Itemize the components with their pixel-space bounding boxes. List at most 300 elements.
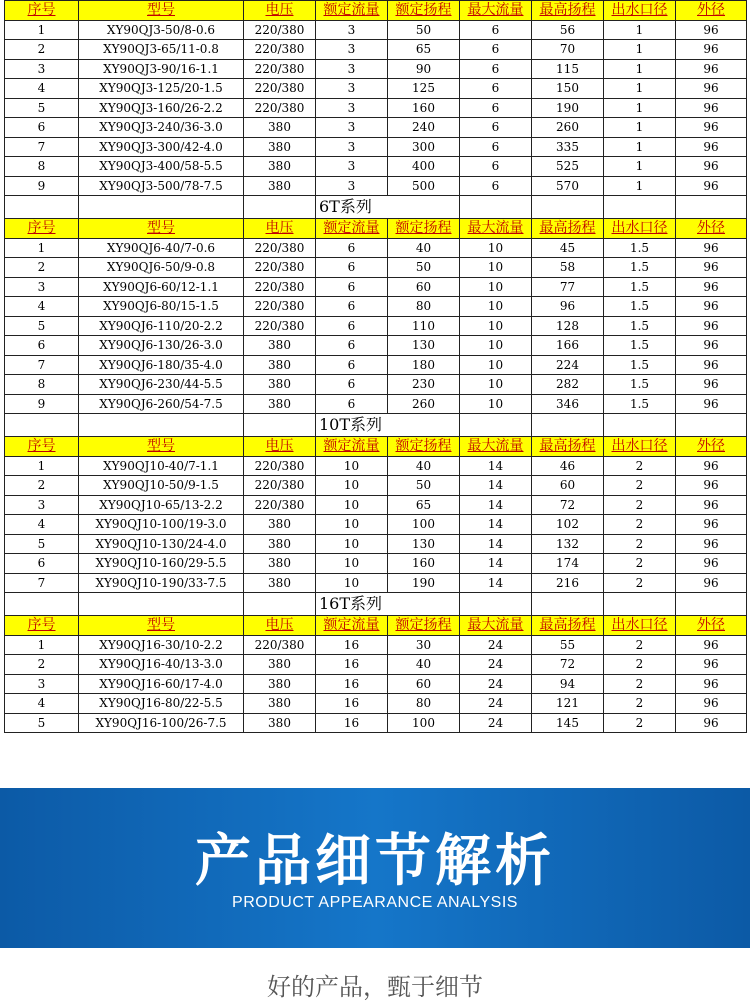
series-title-row — [5, 593, 747, 616]
empty-cell — [79, 414, 244, 437]
empty-cell — [5, 414, 79, 437]
cell-diameter: 96 — [676, 316, 747, 336]
series-title: 10T系列 — [316, 414, 460, 437]
cell-outlet: 1.5 — [604, 238, 676, 258]
cell-index: 5 — [5, 98, 79, 118]
col-header-rated-flow: 额定流量 — [316, 437, 388, 457]
cell-index: 8 — [5, 375, 79, 395]
cell-rated-head: 60 — [388, 277, 460, 297]
cell-max-head: 77 — [532, 277, 604, 297]
cell-max-flow: 14 — [460, 573, 532, 593]
cell-rated-head: 400 — [388, 157, 460, 177]
cell-voltage: 380 — [244, 515, 316, 535]
cell-max-head: 96 — [532, 297, 604, 317]
empty-cell — [460, 414, 532, 437]
cell-max-flow: 14 — [460, 515, 532, 535]
cell-model: XY90QJ6-230/44-5.5 — [79, 375, 244, 395]
table-row — [5, 59, 747, 79]
cell-max-head: 102 — [532, 515, 604, 535]
cell-index: 2 — [5, 476, 79, 496]
cell-model: XY90QJ3-500/78-7.5 — [79, 176, 244, 196]
series-title-row — [5, 414, 747, 437]
cell-outlet: 1.5 — [604, 394, 676, 414]
cell-voltage: 380 — [244, 674, 316, 694]
table-row — [5, 118, 747, 138]
cell-rated-head: 40 — [388, 238, 460, 258]
cell-outlet: 2 — [604, 635, 676, 655]
cell-rated-flow: 10 — [316, 573, 388, 593]
col-header-index: 序号 — [5, 616, 79, 636]
table-row — [5, 277, 747, 297]
cell-voltage: 380 — [244, 336, 316, 356]
cell-rated-head: 100 — [388, 713, 460, 733]
table-row — [5, 79, 747, 99]
cell-diameter: 96 — [676, 258, 747, 278]
table-row — [5, 137, 747, 157]
cell-index: 5 — [5, 713, 79, 733]
cell-rated-head: 260 — [388, 394, 460, 414]
cell-index: 3 — [5, 674, 79, 694]
cell-max-head: 570 — [532, 176, 604, 196]
cell-index: 7 — [5, 355, 79, 375]
col-header-outlet: 出水口径 — [604, 437, 676, 457]
cell-voltage: 380 — [244, 118, 316, 138]
cell-rated-head: 40 — [388, 655, 460, 675]
cell-rated-flow: 6 — [316, 394, 388, 414]
cell-voltage: 380 — [244, 394, 316, 414]
empty-cell — [79, 196, 244, 219]
col-header-rated-flow: 额定流量 — [316, 616, 388, 636]
table-row — [5, 375, 747, 395]
cell-max-head: 70 — [532, 40, 604, 60]
cell-index: 6 — [5, 118, 79, 138]
cell-rated-flow: 16 — [316, 674, 388, 694]
cell-model: XY90QJ10-130/24-4.0 — [79, 534, 244, 554]
col-header-index: 序号 — [5, 1, 79, 21]
cell-rated-head: 50 — [388, 258, 460, 278]
table-row — [5, 258, 747, 278]
cell-index: 6 — [5, 336, 79, 356]
cell-diameter: 96 — [676, 476, 747, 496]
cell-max-head: 45 — [532, 238, 604, 258]
col-header-voltage: 电压 — [244, 437, 316, 457]
cell-rated-flow: 16 — [316, 694, 388, 714]
cell-voltage: 380 — [244, 713, 316, 733]
cell-rated-head: 230 — [388, 375, 460, 395]
cell-voltage: 220/380 — [244, 20, 316, 40]
cell-model: XY90QJ16-100/26-7.5 — [79, 713, 244, 733]
cell-diameter: 96 — [676, 336, 747, 356]
cell-rated-head: 110 — [388, 316, 460, 336]
table-row — [5, 157, 747, 177]
cell-rated-flow: 3 — [316, 59, 388, 79]
cell-model: XY90QJ3-160/26-2.2 — [79, 98, 244, 118]
cell-index: 1 — [5, 635, 79, 655]
cell-rated-head: 190 — [388, 573, 460, 593]
cell-diameter: 96 — [676, 655, 747, 675]
cell-outlet: 2 — [604, 476, 676, 496]
cell-model: XY90QJ6-260/54-7.5 — [79, 394, 244, 414]
cell-max-flow: 10 — [460, 375, 532, 395]
cell-diameter: 96 — [676, 495, 747, 515]
col-header-rated-flow: 额定流量 — [316, 219, 388, 239]
empty-cell — [5, 196, 79, 219]
col-header-diameter: 外径 — [676, 219, 747, 239]
banner-subtitle: PRODUCT APPEARANCE ANALYSIS — [232, 894, 518, 911]
cell-max-head: 190 — [532, 98, 604, 118]
cell-diameter: 96 — [676, 635, 747, 655]
cell-rated-flow: 6 — [316, 297, 388, 317]
cell-max-flow: 6 — [460, 157, 532, 177]
series-title: 16T系列 — [316, 593, 460, 616]
empty-cell — [532, 196, 604, 219]
table-row — [5, 238, 747, 258]
cell-max-head: 55 — [532, 635, 604, 655]
col-header-model: 型号 — [79, 219, 244, 239]
cell-diameter: 96 — [676, 20, 747, 40]
cell-rated-flow: 6 — [316, 375, 388, 395]
cell-rated-head: 80 — [388, 694, 460, 714]
cell-model: XY90QJ6-60/12-1.1 — [79, 277, 244, 297]
cell-rated-flow: 3 — [316, 98, 388, 118]
cell-max-head: 145 — [532, 713, 604, 733]
cell-index: 9 — [5, 394, 79, 414]
cell-max-flow: 6 — [460, 98, 532, 118]
cell-model: XY90QJ6-40/7-0.6 — [79, 238, 244, 258]
table-row — [5, 476, 747, 496]
cell-outlet: 1 — [604, 79, 676, 99]
col-header-max-head: 最高扬程 — [532, 219, 604, 239]
cell-max-head: 282 — [532, 375, 604, 395]
cell-model: XY90QJ10-65/13-2.2 — [79, 495, 244, 515]
cell-index: 9 — [5, 176, 79, 196]
cell-outlet: 1.5 — [604, 258, 676, 278]
col-header-outlet: 出水口径 — [604, 1, 676, 21]
cell-max-head: 346 — [532, 394, 604, 414]
cell-rated-flow: 6 — [316, 336, 388, 356]
cell-max-flow: 6 — [460, 118, 532, 138]
cell-rated-flow: 3 — [316, 79, 388, 99]
cell-rated-flow: 6 — [316, 277, 388, 297]
cell-model: XY90QJ16-60/17-4.0 — [79, 674, 244, 694]
cell-model: XY90QJ16-40/13-3.0 — [79, 655, 244, 675]
cell-index: 6 — [5, 554, 79, 574]
cell-voltage: 380 — [244, 137, 316, 157]
cell-index: 1 — [5, 238, 79, 258]
cell-max-head: 174 — [532, 554, 604, 574]
cell-max-head: 115 — [532, 59, 604, 79]
cell-rated-head: 100 — [388, 515, 460, 535]
col-header-rated-head: 额定扬程 — [388, 616, 460, 636]
cell-max-flow: 6 — [460, 59, 532, 79]
cell-voltage: 220/380 — [244, 98, 316, 118]
cell-voltage: 380 — [244, 176, 316, 196]
cell-rated-flow: 10 — [316, 476, 388, 496]
tagline: 好的产品，甄于细节 — [267, 973, 483, 1001]
empty-cell — [460, 593, 532, 616]
cell-diameter: 96 — [676, 355, 747, 375]
table-row — [5, 515, 747, 535]
cell-model: XY90QJ6-50/9-0.8 — [79, 258, 244, 278]
empty-cell — [604, 196, 676, 219]
cell-max-head: 224 — [532, 355, 604, 375]
cell-max-head: 216 — [532, 573, 604, 593]
cell-rated-flow: 6 — [316, 316, 388, 336]
cell-voltage: 220/380 — [244, 59, 316, 79]
cell-max-head: 525 — [532, 157, 604, 177]
col-header-max-flow: 最大流量 — [460, 1, 532, 21]
cell-diameter: 96 — [676, 59, 747, 79]
col-header-max-head: 最高扬程 — [532, 616, 604, 636]
table-row — [5, 534, 747, 554]
cell-outlet: 2 — [604, 515, 676, 535]
series-title-row — [5, 196, 747, 219]
cell-max-head: 46 — [532, 456, 604, 476]
empty-cell — [604, 593, 676, 616]
cell-outlet: 2 — [604, 456, 676, 476]
cell-index: 4 — [5, 515, 79, 535]
cell-index: 5 — [5, 534, 79, 554]
table-header-row — [5, 1, 747, 21]
cell-diameter: 96 — [676, 674, 747, 694]
empty-cell — [460, 196, 532, 219]
cell-max-head: 150 — [532, 79, 604, 99]
cell-outlet: 1.5 — [604, 375, 676, 395]
cell-outlet: 2 — [604, 674, 676, 694]
cell-max-flow: 24 — [460, 635, 532, 655]
col-header-diameter: 外径 — [676, 437, 747, 457]
spec-table — [4, 0, 747, 733]
cell-diameter: 96 — [676, 137, 747, 157]
cell-rated-head: 300 — [388, 137, 460, 157]
col-header-index: 序号 — [5, 437, 79, 457]
cell-model: XY90QJ6-180/35-4.0 — [79, 355, 244, 375]
cell-max-head: 128 — [532, 316, 604, 336]
cell-max-flow: 6 — [460, 40, 532, 60]
cell-voltage: 220/380 — [244, 635, 316, 655]
table-row — [5, 336, 747, 356]
table-row — [5, 674, 747, 694]
cell-max-flow: 24 — [460, 713, 532, 733]
cell-index: 2 — [5, 40, 79, 60]
cell-model: XY90QJ6-130/26-3.0 — [79, 336, 244, 356]
cell-model: XY90QJ10-100/19-3.0 — [79, 515, 244, 535]
table-row — [5, 20, 747, 40]
cell-model: XY90QJ16-30/10-2.2 — [79, 635, 244, 655]
cell-diameter: 96 — [676, 394, 747, 414]
cell-diameter: 96 — [676, 534, 747, 554]
cell-voltage: 220/380 — [244, 316, 316, 336]
empty-cell — [532, 593, 604, 616]
cell-outlet: 1 — [604, 98, 676, 118]
cell-max-head: 94 — [532, 674, 604, 694]
cell-voltage: 220/380 — [244, 238, 316, 258]
cell-outlet: 1 — [604, 40, 676, 60]
cell-rated-flow: 3 — [316, 40, 388, 60]
empty-cell — [532, 414, 604, 437]
cell-outlet: 1 — [604, 137, 676, 157]
cell-outlet: 2 — [604, 694, 676, 714]
col-header-model: 型号 — [79, 437, 244, 457]
cell-rated-head: 60 — [388, 674, 460, 694]
table-row — [5, 495, 747, 515]
cell-index: 7 — [5, 573, 79, 593]
cell-max-flow: 10 — [460, 277, 532, 297]
col-header-voltage: 电压 — [244, 616, 316, 636]
col-header-rated-flow: 额定流量 — [316, 1, 388, 21]
cell-max-head: 56 — [532, 20, 604, 40]
cell-rated-flow: 10 — [316, 534, 388, 554]
table-header-row — [5, 616, 747, 636]
cell-diameter: 96 — [676, 79, 747, 99]
table-row — [5, 694, 747, 714]
cell-max-head: 166 — [532, 336, 604, 356]
cell-outlet: 2 — [604, 534, 676, 554]
cell-max-flow: 14 — [460, 456, 532, 476]
cell-index: 3 — [5, 495, 79, 515]
cell-rated-head: 65 — [388, 495, 460, 515]
cell-max-flow: 14 — [460, 554, 532, 574]
cell-model: XY90QJ10-160/29-5.5 — [79, 554, 244, 574]
cell-voltage: 380 — [244, 534, 316, 554]
cell-model: XY90QJ3-90/16-1.1 — [79, 59, 244, 79]
cell-index: 3 — [5, 277, 79, 297]
cell-diameter: 96 — [676, 176, 747, 196]
cell-outlet: 1.5 — [604, 336, 676, 356]
empty-cell — [604, 414, 676, 437]
cell-voltage: 380 — [244, 573, 316, 593]
cell-rated-head: 65 — [388, 40, 460, 60]
cell-rated-head: 160 — [388, 554, 460, 574]
cell-diameter: 96 — [676, 515, 747, 535]
cell-outlet: 1.5 — [604, 297, 676, 317]
cell-rated-head: 90 — [388, 59, 460, 79]
cell-index: 2 — [5, 258, 79, 278]
cell-outlet: 1 — [604, 176, 676, 196]
cell-model: XY90QJ3-240/36-3.0 — [79, 118, 244, 138]
cell-diameter: 96 — [676, 456, 747, 476]
cell-max-flow: 14 — [460, 476, 532, 496]
cell-max-flow: 6 — [460, 137, 532, 157]
cell-index: 5 — [5, 316, 79, 336]
cell-voltage: 380 — [244, 554, 316, 574]
cell-rated-head: 50 — [388, 476, 460, 496]
table-row — [5, 456, 747, 476]
cell-rated-head: 40 — [388, 456, 460, 476]
col-header-voltage: 电压 — [244, 219, 316, 239]
cell-rated-flow: 6 — [316, 258, 388, 278]
cell-max-flow: 10 — [460, 316, 532, 336]
col-header-diameter: 外径 — [676, 1, 747, 21]
cell-max-head: 132 — [532, 534, 604, 554]
cell-max-flow: 14 — [460, 534, 532, 554]
cell-rated-head: 130 — [388, 336, 460, 356]
cell-rated-flow: 16 — [316, 635, 388, 655]
cell-index: 1 — [5, 456, 79, 476]
cell-outlet: 2 — [604, 495, 676, 515]
cell-voltage: 380 — [244, 355, 316, 375]
col-header-max-head: 最高扬程 — [532, 437, 604, 457]
cell-voltage: 220/380 — [244, 79, 316, 99]
cell-diameter: 96 — [676, 297, 747, 317]
empty-cell — [244, 196, 316, 219]
col-header-rated-head: 额定扬程 — [388, 219, 460, 239]
cell-max-head: 260 — [532, 118, 604, 138]
section-banner — [0, 788, 750, 948]
table-row — [5, 554, 747, 574]
cell-model: XY90QJ10-40/7-1.1 — [79, 456, 244, 476]
series-title: 6T系列 — [316, 196, 460, 219]
col-header-rated-head: 额定扬程 — [388, 1, 460, 21]
cell-rated-head: 30 — [388, 635, 460, 655]
table-row — [5, 98, 747, 118]
table-header-row — [5, 437, 747, 457]
cell-max-head: 58 — [532, 258, 604, 278]
cell-max-head: 121 — [532, 694, 604, 714]
table-row — [5, 655, 747, 675]
cell-rated-flow: 10 — [316, 554, 388, 574]
col-header-outlet: 出水口径 — [604, 219, 676, 239]
cell-voltage: 380 — [244, 655, 316, 675]
empty-cell — [676, 414, 747, 437]
cell-diameter: 96 — [676, 118, 747, 138]
empty-cell — [79, 593, 244, 616]
cell-rated-flow: 10 — [316, 456, 388, 476]
cell-outlet: 1 — [604, 20, 676, 40]
cell-diameter: 96 — [676, 713, 747, 733]
table-row — [5, 297, 747, 317]
cell-model: XY90QJ3-50/8-0.6 — [79, 20, 244, 40]
empty-cell — [244, 414, 316, 437]
cell-rated-head: 500 — [388, 176, 460, 196]
cell-index: 8 — [5, 157, 79, 177]
cell-model: XY90QJ3-125/20-1.5 — [79, 79, 244, 99]
cell-voltage: 220/380 — [244, 456, 316, 476]
cell-outlet: 2 — [604, 573, 676, 593]
cell-max-flow: 10 — [460, 336, 532, 356]
cell-model: XY90QJ3-300/42-4.0 — [79, 137, 244, 157]
cell-model: XY90QJ3-65/11-0.8 — [79, 40, 244, 60]
empty-cell — [676, 593, 747, 616]
cell-diameter: 96 — [676, 375, 747, 395]
col-header-outlet: 出水口径 — [604, 616, 676, 636]
cell-rated-flow: 10 — [316, 495, 388, 515]
empty-cell — [5, 593, 79, 616]
table-row — [5, 176, 747, 196]
cell-max-flow: 10 — [460, 355, 532, 375]
col-header-voltage: 电压 — [244, 1, 316, 21]
cell-model: XY90QJ16-80/22-5.5 — [79, 694, 244, 714]
cell-rated-head: 50 — [388, 20, 460, 40]
col-header-max-flow: 最大流量 — [460, 219, 532, 239]
cell-index: 4 — [5, 297, 79, 317]
table-row — [5, 573, 747, 593]
cell-rated-head: 130 — [388, 534, 460, 554]
cell-rated-flow: 3 — [316, 137, 388, 157]
cell-diameter: 96 — [676, 98, 747, 118]
col-header-diameter: 外径 — [676, 616, 747, 636]
cell-outlet: 1.5 — [604, 316, 676, 336]
cell-outlet: 2 — [604, 655, 676, 675]
cell-rated-flow: 6 — [316, 238, 388, 258]
cell-max-flow: 6 — [460, 20, 532, 40]
cell-voltage: 220/380 — [244, 495, 316, 515]
cell-diameter: 96 — [676, 157, 747, 177]
col-header-model: 型号 — [79, 1, 244, 21]
table-row — [5, 713, 747, 733]
empty-cell — [244, 593, 316, 616]
empty-cell — [676, 196, 747, 219]
